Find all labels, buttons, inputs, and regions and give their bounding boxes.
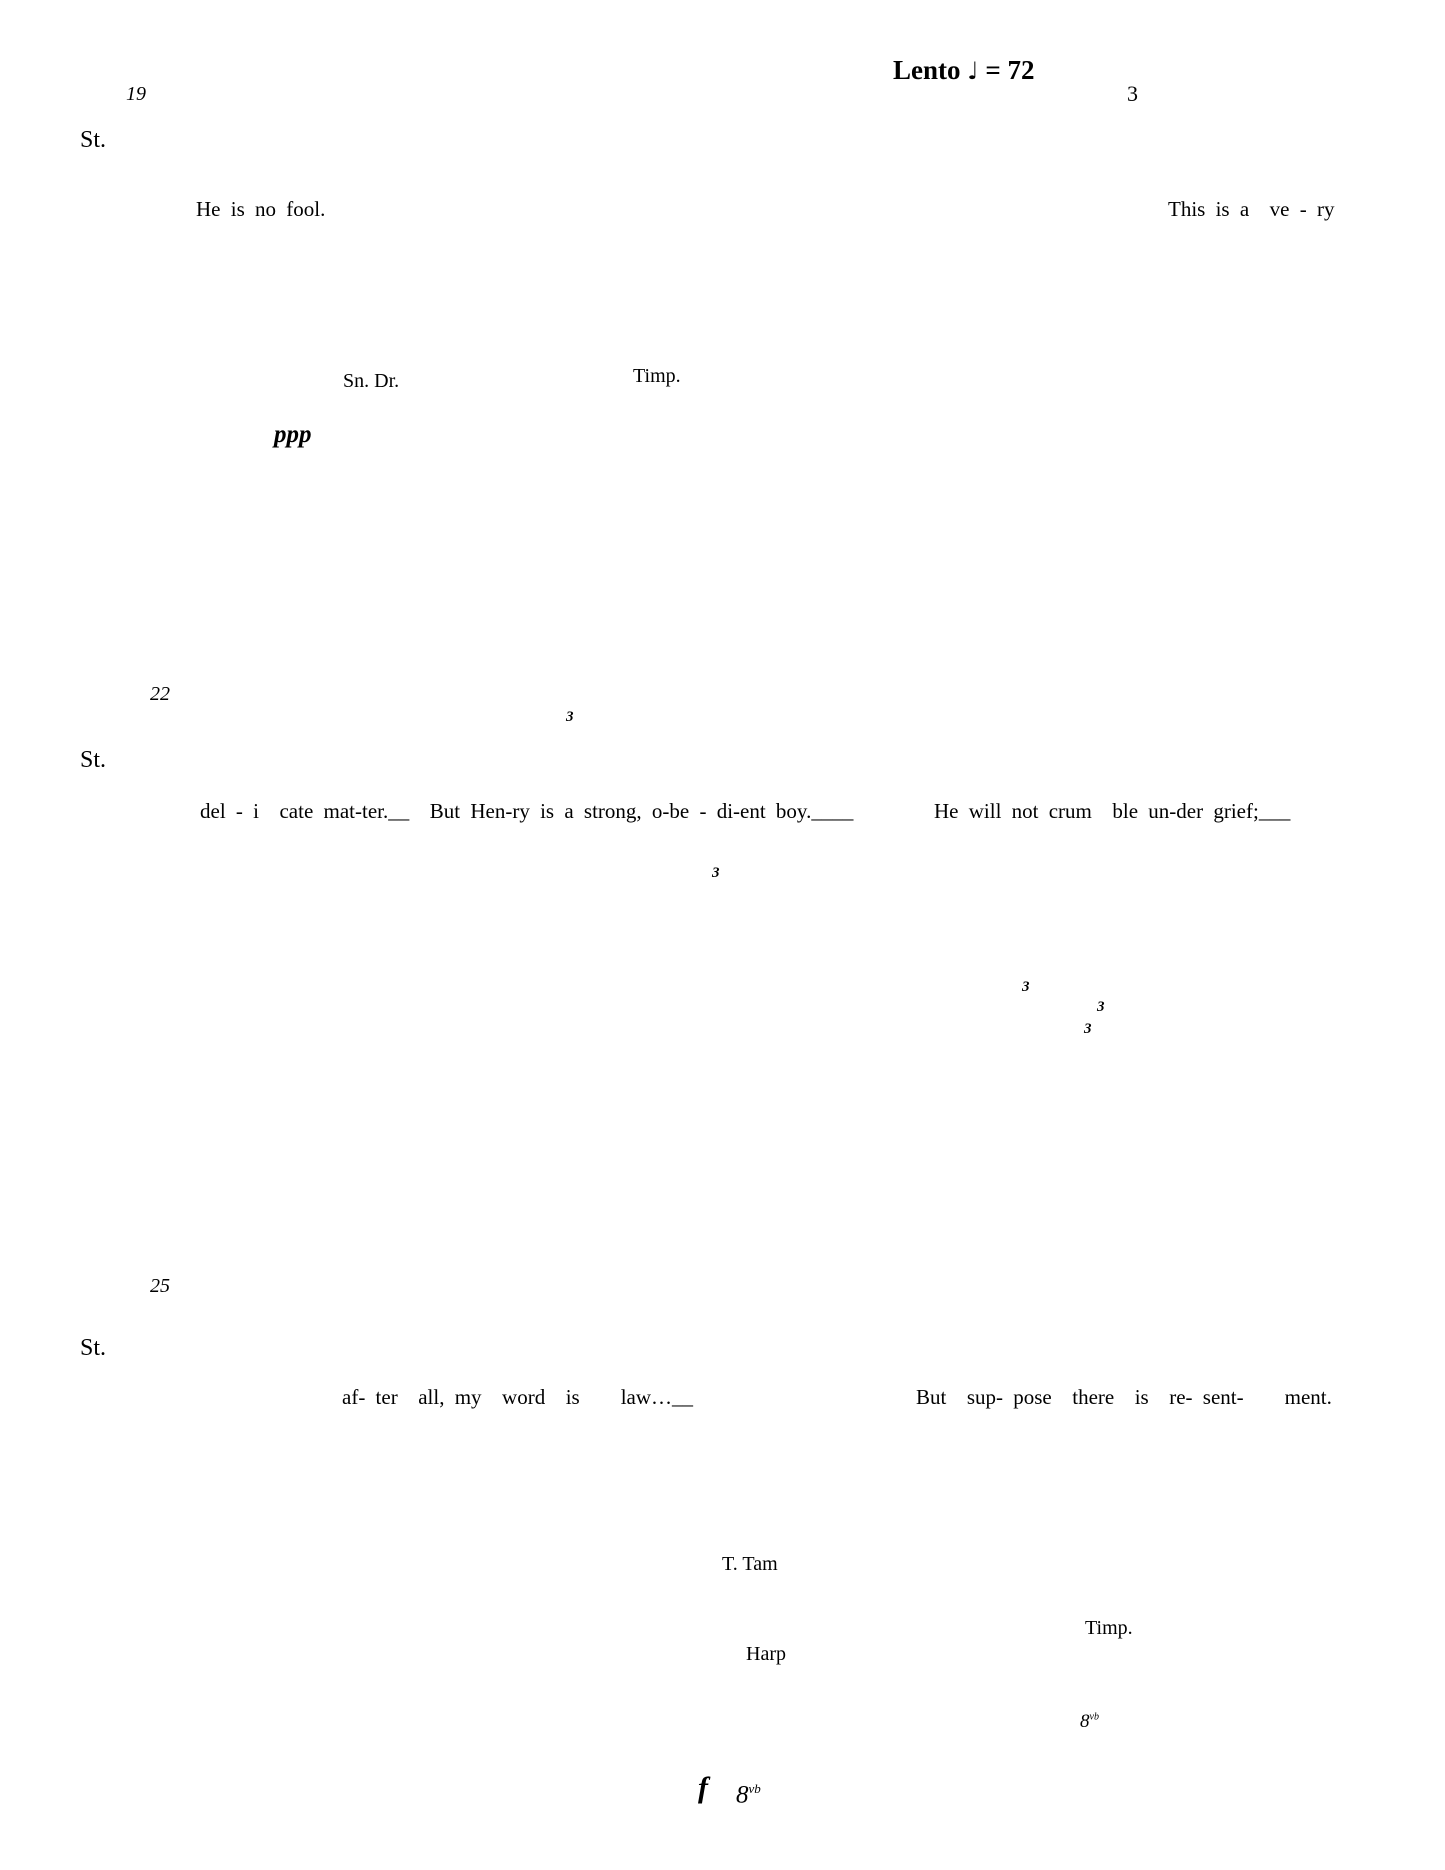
- dynamic-ppp: ppp: [274, 421, 312, 448]
- lyric-line: He will not crum ble un-der grief;___: [934, 799, 1291, 823]
- ottava-number: 8: [736, 1781, 749, 1809]
- tempo-value: = 72: [985, 55, 1035, 85]
- page-number: 3: [1127, 81, 1138, 106]
- ottava-suffix: vb: [748, 1781, 761, 1796]
- lyric-line: He is no fool.: [196, 197, 326, 221]
- lyric-line: af- ter all, my word is law…__: [342, 1385, 694, 1409]
- lyric-line: del - i cate mat-ter.__ But Hen-ry is a strong, o-be - di-ent boy.____: [200, 799, 854, 823]
- timpani-cue: Timp.: [1085, 1617, 1133, 1639]
- ottava-bassa-mark: [736, 1782, 761, 1809]
- measure-number-22: 22: [150, 683, 170, 705]
- ottava-suffix: vb: [1089, 1711, 1099, 1723]
- dynamic-f: f: [698, 1771, 708, 1804]
- staff-label-st-2: St.: [80, 747, 107, 773]
- tuplet-number: 3: [1097, 999, 1105, 1015]
- staff-label-st-3: St.: [80, 1335, 107, 1361]
- tuplet-number: 3: [712, 865, 720, 881]
- tamtam-cue: T. Tam: [722, 1553, 778, 1575]
- lyric-line: But sup- pose there is re- sent- ment.: [916, 1385, 1332, 1409]
- tuplet-number: 3: [1022, 979, 1030, 995]
- tuplet-number: 3: [1084, 1021, 1092, 1037]
- tempo-word: Lento: [893, 55, 961, 85]
- measure-number-19: 19: [126, 83, 146, 105]
- tuplet-number: 3: [566, 709, 574, 725]
- ottava-bassa-mark: [1080, 1712, 1099, 1732]
- tempo-marking: [893, 56, 1034, 84]
- snare-drum-cue: Sn. Dr.: [343, 370, 400, 392]
- lyric-line: This is a ve - ry: [1168, 197, 1335, 221]
- harp-cue: Harp: [746, 1643, 786, 1665]
- staff-label-st-1: St.: [80, 127, 107, 153]
- ottava-number: 8: [1080, 1711, 1090, 1732]
- quarter-note-icon: ♩: [967, 57, 979, 85]
- timpani-cue: Timp.: [633, 365, 681, 387]
- measure-number-25: 25: [150, 1275, 170, 1297]
